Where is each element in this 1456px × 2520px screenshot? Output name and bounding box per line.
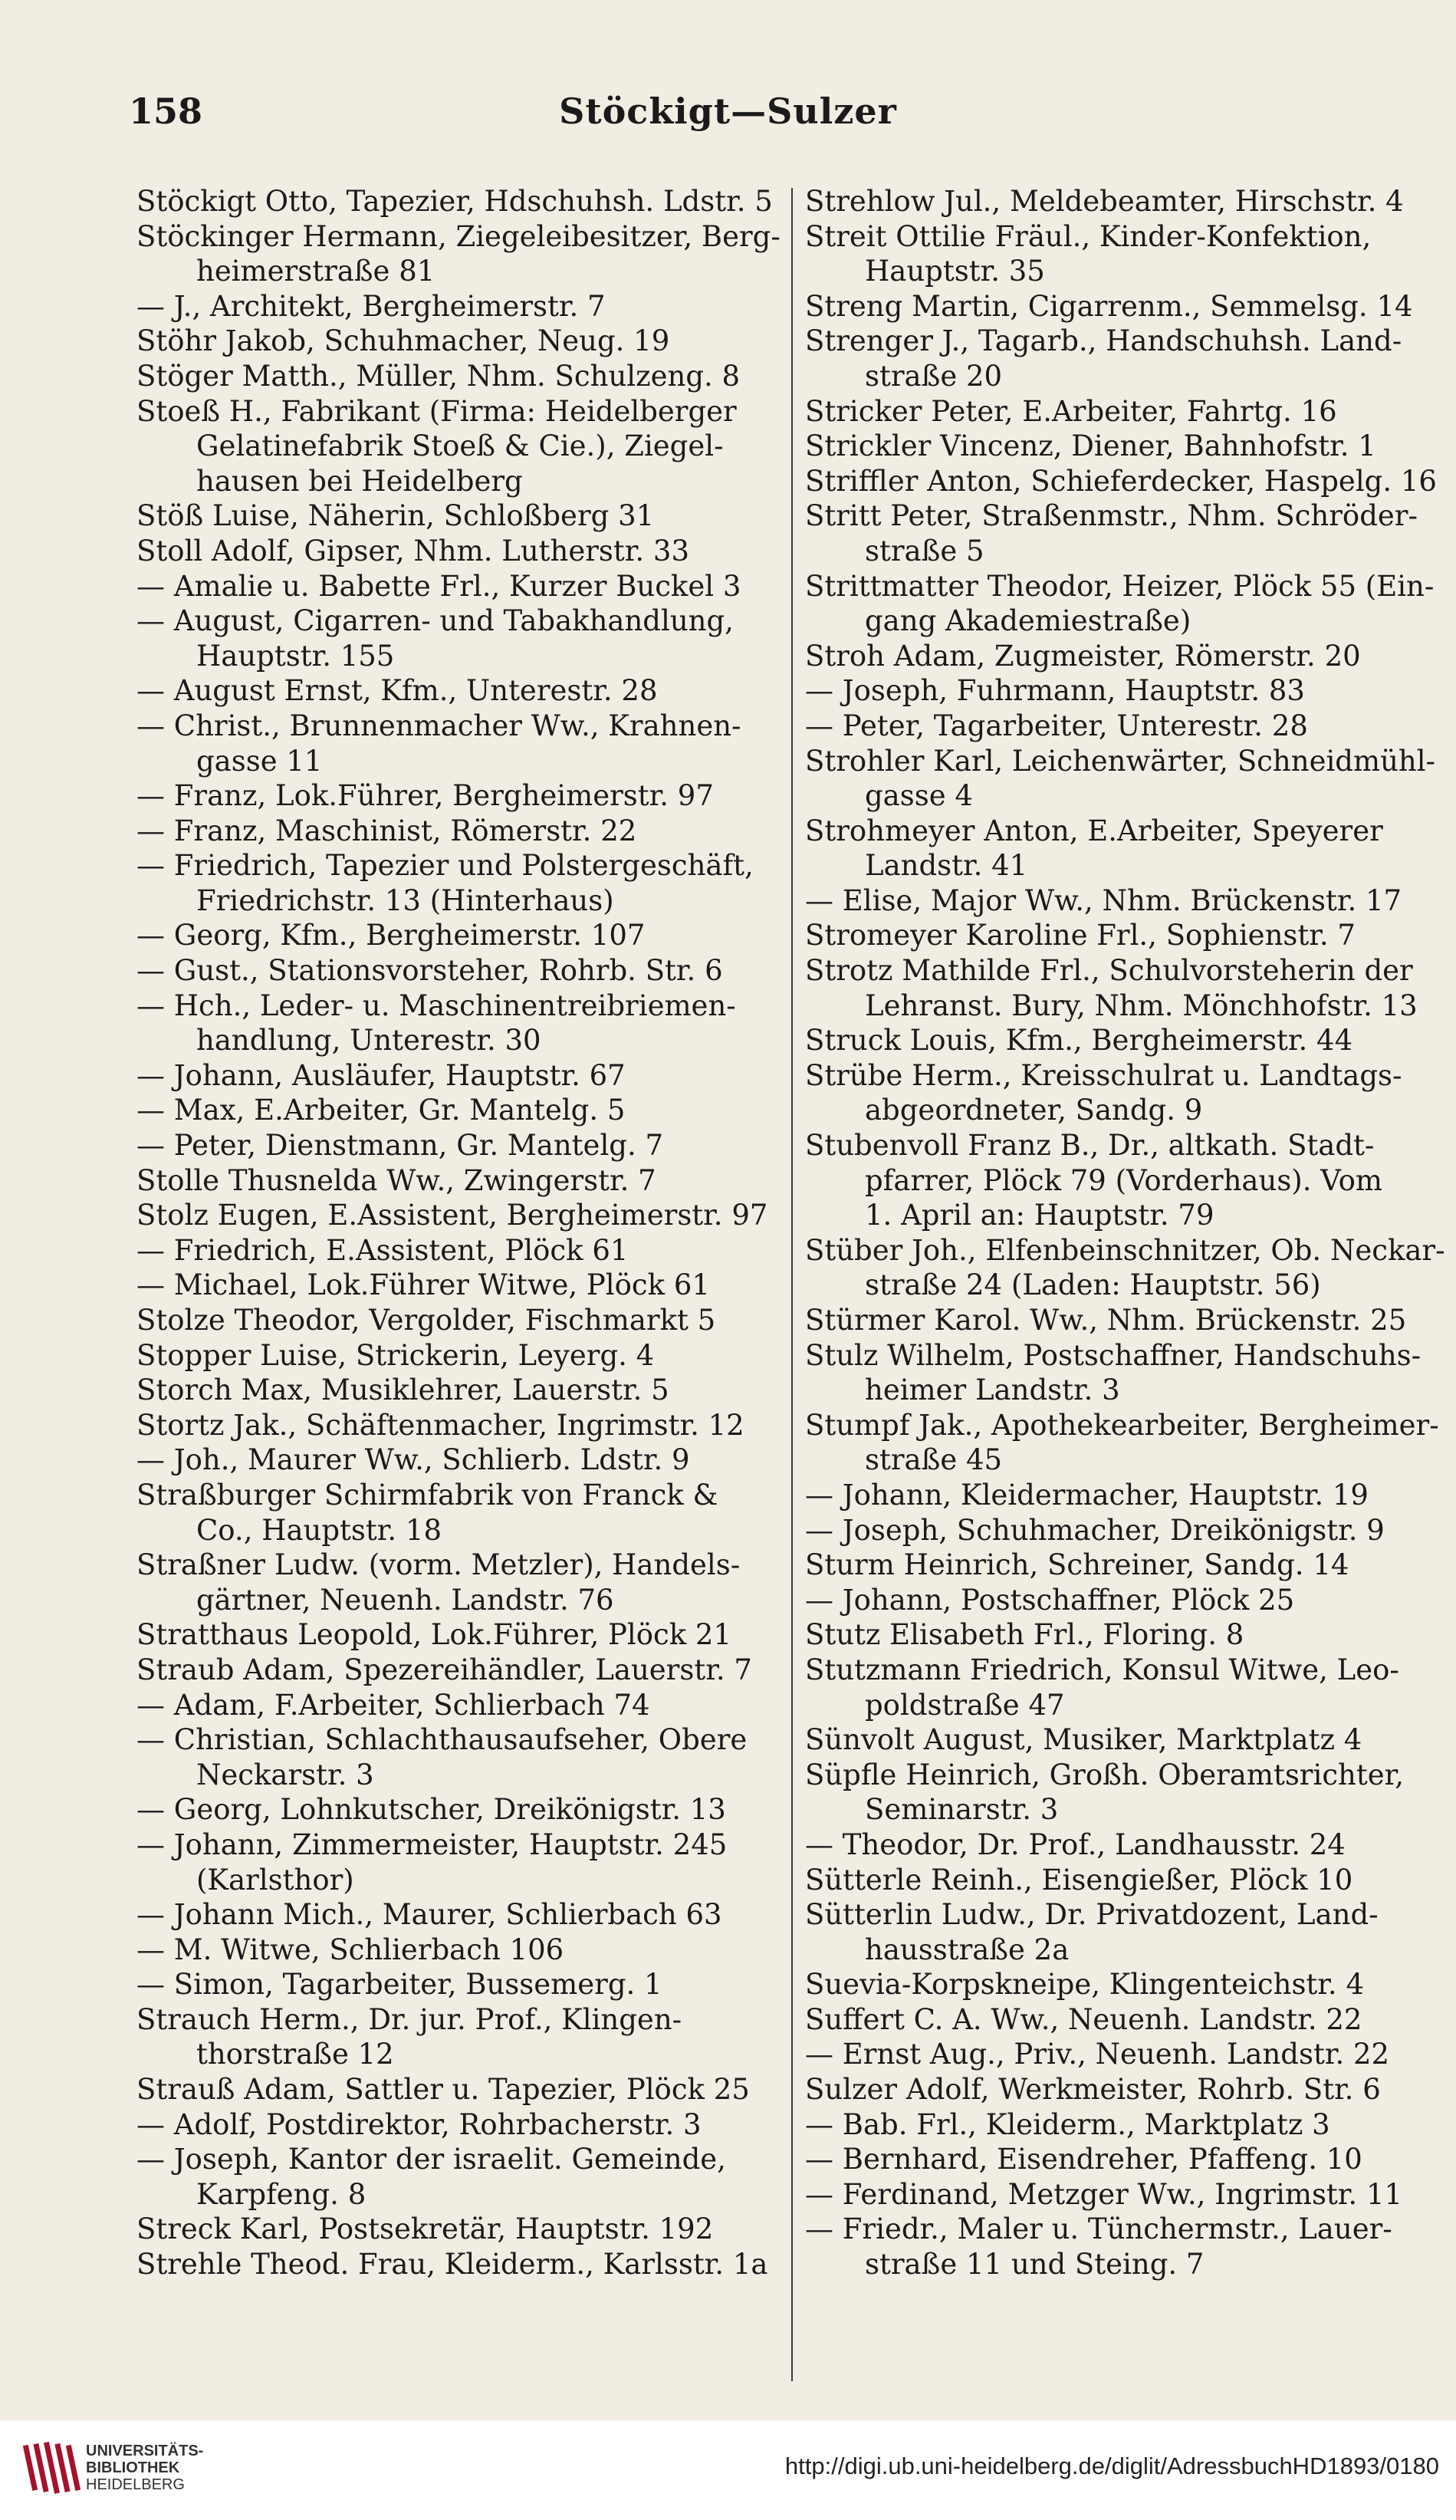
entry-continuation-line: gärtner, Neuenh. Landstr. 76: [196, 1583, 614, 1617]
directory-entry-line: — Franz, Lok.Führer, Bergheimerstr. 97: [136, 779, 714, 813]
directory-entry-line: Stöß Luise, Näherin, Schloßberg 31: [136, 499, 655, 533]
directory-entry-line: Sulzer Adolf, Werkmeister, Rohrb. Str. 6: [805, 2073, 1381, 2107]
library-name: [86, 2443, 203, 2493]
directory-entry-line: Suevia-Korpskneipe, Klingenteichstr. 4: [805, 1968, 1364, 2002]
entry-continuation-line: heimerstraße 81: [196, 255, 435, 288]
directory-entry-line: Sünvolt August, Musiker, Marktplatz 4: [805, 1723, 1362, 1757]
directory-entry-line: — Elise, Major Ww., Nhm. Brückenstr. 17: [805, 883, 1402, 917]
directory-entry-line: — August Ernst, Kfm., Unterestr. 28: [136, 674, 658, 708]
directory-entry-line: Stortz Jak., Schäftenmacher, Ingrimstr. 12: [136, 1408, 744, 1442]
directory-entry-line: Stürmer Karol. Ww., Nhm. Brückenstr. 25: [805, 1304, 1407, 1337]
directory-entry-line: — Michael, Lok.Führer Witwe, Plöck 61: [136, 1268, 710, 1302]
entry-continuation-line: hausstraße 2a: [865, 1933, 1070, 1966]
directory-entry-line: — Theodor, Dr. Prof., Landhausstr. 24: [805, 1827, 1346, 1861]
directory-entry-line: Suffert C. A. Ww., Neuenh. Landstr. 22: [805, 2002, 1362, 2036]
entry-continuation-line: gasse 4: [865, 779, 973, 813]
directory-entry-line: Stubenvoll Franz B., Dr., altkath. Stadt-: [805, 1129, 1375, 1163]
directory-entry-line: — Johann, Zimmermeister, Hauptstr. 245: [136, 1827, 728, 1861]
directory-entry-line: Süpfle Heinrich, Großh. Oberamtsrichter,: [805, 1758, 1405, 1791]
directory-entry-line: Storch Max, Musiklehrer, Lauerstr. 5: [136, 1373, 669, 1407]
entry-continuation-line: pfarrer, Plöck 79 (Vorderhaus). Vom: [865, 1163, 1382, 1197]
entry-continuation-line: heimer Landstr. 3: [865, 1373, 1120, 1407]
entry-continuation-line: Landstr. 41: [865, 849, 1028, 883]
directory-entry-line: Streit Ottilie Fräul., Kinder-Konfektion,: [805, 219, 1372, 253]
entry-continuation-line: thorstraße 12: [196, 2038, 394, 2071]
entry-continuation-line: Hauptstr. 155: [196, 639, 395, 673]
directory-entry-line: Strehle Theod. Frau, Kleiderm., Karlsstr. 1a: [136, 2248, 768, 2281]
directory-entry-line: — Adolf, Postdirektor, Rohrbacherstr. 3: [136, 2107, 702, 2141]
library-name-line1: UNIVERSITÄTS-: [86, 2443, 204, 2459]
directory-entry-line: — Joseph, Fuhrmann, Hauptstr. 83: [805, 674, 1305, 708]
entry-continuation-line: Lehranst. Bury, Nhm. Mönchhofstr. 13: [865, 989, 1418, 1022]
directory-entry-line: Strübe Herm., Kreisschulrat u. Landtags-: [805, 1058, 1402, 1092]
directory-entry-line: Striffler Anton, Schieferdecker, Haspelg. 16: [805, 464, 1437, 498]
directory-entry-line: — Georg, Lohnkutscher, Dreikönigstr. 13: [136, 1793, 726, 1827]
entry-continuation-line: straße 24 (Laden: Hauptstr. 56): [865, 1268, 1321, 1302]
directory-entry-line: — Peter, Dienstmann, Gr. Mantelg. 7: [136, 1129, 664, 1163]
left-column: [136, 184, 788, 2282]
entry-continuation-line: (Karlsthor): [196, 1863, 354, 1897]
directory-entry-line: Stutzmann Friedrich, Konsul Witwe, Leo-: [805, 1653, 1399, 1686]
entry-continuation-line: Friedrichstr. 13 (Hinterhaus): [196, 883, 614, 917]
right-column: [805, 184, 1456, 2282]
entry-continuation-line: straße 45: [865, 1443, 1003, 1477]
directory-entry-line: — Hch., Leder- u. Maschinentreibriemen-: [136, 989, 736, 1022]
directory-entry-line: Stolle Thusnelda Ww., Zwingerstr. 7: [136, 1163, 656, 1197]
directory-entry-line: — Adam, F.Arbeiter, Schlierbach 74: [136, 1688, 650, 1722]
directory-entry-line: Stöhr Jakob, Schuhmacher, Neug. 19: [136, 324, 670, 358]
directory-entry-line: — Gust., Stationsvorsteher, Rohrb. Str. 6: [136, 954, 723, 988]
source-url-link[interactable]: http://digi.ub.uni-heidelberg.de/diglit/AdressbuchHD1893/0180: [784, 2453, 1439, 2479]
entry-continuation-line: handlung, Unterestr. 30: [196, 1024, 541, 1058]
entry-continuation-line: Co., Hauptstr. 18: [196, 1513, 442, 1547]
directory-entry-line: Strenger J., Tagarb., Handschuhsh. Land-: [805, 324, 1402, 358]
entry-continuation-line: abgeordneter, Sandg. 9: [865, 1094, 1203, 1127]
entry-continuation-line: Hauptstr. 35: [865, 255, 1045, 288]
directory-entry-line: Strauß Adam, Sattler u. Tapezier, Plöck 25: [136, 2073, 750, 2107]
library-name-line2: BIBLIOTHEK: [86, 2459, 180, 2476]
directory-entry-line: Sütterle Reinh., Eisengießer, Plöck 10: [805, 1863, 1353, 1897]
directory-entry-line: Strohmeyer Anton, E.Arbeiter, Speyerer: [805, 814, 1383, 847]
directory-entry-line: — Franz, Maschinist, Römerstr. 22: [136, 814, 637, 847]
directory-entry-line: — Friedr., Maler u. Tünchermstr., Lauer-: [805, 2212, 1392, 2246]
directory-entry-line: Stöckinger Hermann, Ziegeleibesitzer, Berg-: [136, 219, 781, 253]
directory-entry-line: Struck Louis, Kfm., Bergheimerstr. 44: [805, 1024, 1353, 1058]
directory-entry-line: — Joseph, Schuhmacher, Dreikönigstr. 9: [805, 1513, 1385, 1547]
library-logo-icon: [14, 2430, 90, 2506]
entry-continuation-line: poldstraße 47: [865, 1688, 1065, 1722]
entry-continuation-line: gang Akademiestraße): [865, 604, 1191, 638]
directory-entry-line: Strauch Herm., Dr. jur. Prof., Klingen-: [136, 2002, 682, 2036]
directory-entry-line: Stromeyer Karoline Frl., Sophienstr. 7: [805, 919, 1356, 952]
directory-entry-line: Sturm Heinrich, Schreiner, Sandg. 14: [805, 1548, 1349, 1582]
directory-entry-line: Stutz Elisabeth Frl., Floring. 8: [805, 1618, 1244, 1652]
directory-entry-line: — August, Cigarren- und Tabakhandlung,: [136, 604, 734, 638]
directory-entry-line: Strehlow Jul., Meldebeamter, Hirschstr. 4: [805, 185, 1404, 218]
directory-entry-line: — Max, E.Arbeiter, Gr. Mantelg. 5: [136, 1094, 626, 1127]
directory-entry-line: Strohler Karl, Leichenwärter, Schneidmühl-: [805, 744, 1436, 778]
entry-continuation-line: Gelatinefabrik Stoeß & Cie.), Ziegel-: [196, 429, 724, 463]
directory-entry-line: Stöger Matth., Müller, Nhm. Schulzeng. 8: [136, 359, 741, 393]
directory-entry-line: Stöckigt Otto, Tapezier, Hdschuhsh. Ldstr. 5: [136, 185, 773, 218]
directory-entry-line: — Georg, Kfm., Bergheimerstr. 107: [136, 919, 646, 952]
directory-entry-line: — Ferdinand, Metzger Ww., Ingrimstr. 11: [805, 2177, 1403, 2211]
directory-entry-line: — Bab. Frl., Kleiderm., Marktplatz 3: [805, 2107, 1330, 2141]
directory-entry-line: Stratthaus Leopold, Lok.Führer, Plöck 21: [136, 1618, 731, 1652]
directory-entry-line: Stolz Eugen, E.Assistent, Bergheimerstr. 97: [136, 1199, 768, 1232]
directory-entry-line: — Johann, Postschaffner, Plöck 25: [805, 1583, 1295, 1617]
entry-continuation-line: gasse 11: [196, 744, 323, 778]
directory-entry-line: — Johann Mich., Maurer, Schlierbach 63: [136, 1898, 722, 1932]
library-name-line3: HEIDELBERG: [86, 2476, 185, 2493]
column-divider: [791, 188, 793, 2381]
directory-entry-line: — Joseph, Kantor der israelit. Gemeinde,: [136, 2143, 726, 2176]
page-number: 158: [129, 90, 203, 132]
directory-entry-line: — Amalie u. Babette Frl., Kurzer Buckel 3: [136, 569, 741, 603]
directory-entry-line: Straßburger Schirmfabrik von Franck &: [136, 1478, 718, 1512]
entry-continuation-line: straße 11 und Steing. 7: [865, 2248, 1205, 2281]
directory-entry-line: — Ernst Aug., Priv., Neuenh. Landstr. 22: [805, 2038, 1390, 2071]
entry-continuation-line: straße 20: [865, 359, 1003, 393]
directory-entry-line: Stroh Adam, Zugmeister, Römerstr. 20: [805, 639, 1361, 673]
directory-entry-line: — Simon, Tagarbeiter, Bussemerg. 1: [136, 1968, 662, 2002]
directory-entry-line: Stritt Peter, Straßenmstr., Nhm. Schröder-: [805, 499, 1418, 533]
directory-entry-line: Stoeß H., Fabrikant (Firma: Heidelberger: [136, 394, 737, 428]
directory-entry-line: Stüber Joh., Elfenbeinschnitzer, Ob. Neckar-: [805, 1233, 1445, 1267]
directory-entry-line: Straub Adam, Spezereihändler, Lauerstr. 7: [136, 1653, 752, 1686]
directory-entry-line: Straßner Ludw. (vorm. Metzler), Handels-: [136, 1548, 741, 1582]
directory-entry-line: — Peter, Tagarbeiter, Unterestr. 28: [805, 709, 1308, 742]
running-head: Stöckigt—Sulzer: [559, 90, 897, 132]
directory-entry-line: — J., Architekt, Bergheimerstr. 7: [136, 289, 606, 323]
directory-entry-line: Stopper Luise, Strickerin, Leyerg. 4: [136, 1338, 655, 1372]
directory-entry-line: Stumpf Jak., Apothekearbeiter, Bergheimer-: [805, 1408, 1439, 1442]
directory-entry-line: — Christian, Schlachthausaufseher, Obere: [136, 1723, 748, 1757]
directory-entry-line: Streck Karl, Postsekretär, Hauptstr. 192: [136, 2212, 714, 2246]
directory-entry-line: — Johann, Ausläufer, Hauptstr. 67: [136, 1058, 626, 1092]
directory-entry-line: Strittmatter Theodor, Heizer, Plöck 55 (Ein-: [805, 569, 1435, 603]
directory-entry-line: Streng Martin, Cigarrenm., Semmelsg. 14: [805, 289, 1413, 323]
directory-entry-line: Stulz Wilhelm, Postschaffner, Handschuhs-: [805, 1338, 1421, 1372]
directory-entry-line: Stricker Peter, E.Arbeiter, Fahrtg. 16: [805, 394, 1337, 428]
directory-entry-line: — Friedrich, Tapezier und Polstergeschäft,: [136, 849, 754, 883]
directory-entry-line: — Bernhard, Eisendreher, Pfaffeng. 10: [805, 2143, 1362, 2176]
directory-entry-line: — Friedrich, E.Assistent, Plöck 61: [136, 1233, 629, 1267]
entry-continuation-line: hausen bei Heidelberg: [196, 464, 523, 498]
directory-entry-line: — Joh., Maurer Ww., Schlierb. Ldstr. 9: [136, 1443, 690, 1477]
entry-continuation-line: Neckarstr. 3: [196, 1758, 374, 1791]
directory-entry-line: Stoll Adolf, Gipser, Nhm. Lutherstr. 33: [136, 534, 690, 567]
entry-continuation-line: Seminarstr. 3: [865, 1793, 1059, 1827]
directory-entry-line: Strickler Vincenz, Diener, Bahnhofstr. 1: [805, 429, 1376, 463]
directory-entry-line: Strotz Mathilde Frl., Schulvorsteherin der: [805, 954, 1413, 988]
directory-entry-line: Sütterlin Ludw., Dr. Privatdozent, Land-: [805, 1898, 1379, 1932]
directory-entry-line: — M. Witwe, Schlierbach 106: [136, 1933, 564, 1966]
entry-continuation-line: Karpfeng. 8: [196, 2177, 366, 2211]
directory-entry-line: — Christ., Brunnenmacher Ww., Krahnen-: [136, 709, 741, 742]
directory-entry-line: Stolze Theodor, Vergolder, Fischmarkt 5: [136, 1304, 716, 1337]
entry-continuation-line: 1. April an: Hauptstr. 79: [865, 1199, 1214, 1232]
entry-continuation-line: straße 5: [865, 534, 984, 567]
directory-entry-line: — Johann, Kleidermacher, Hauptstr. 19: [805, 1478, 1369, 1512]
